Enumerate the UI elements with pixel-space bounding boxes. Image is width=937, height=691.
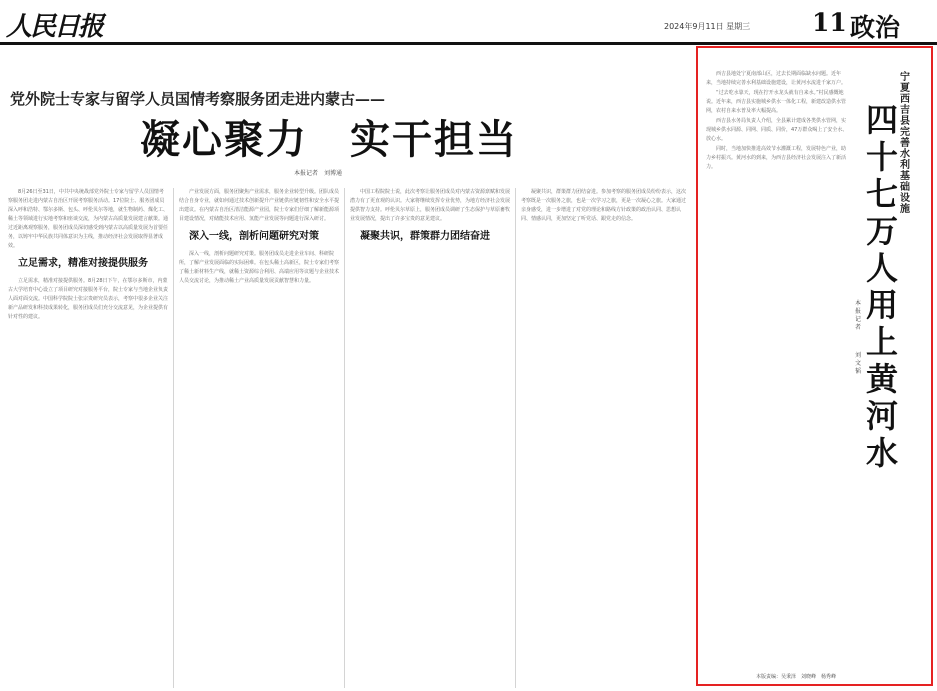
article-paragraph: 凝聚共识，群策群力团结奋进。参加考察的服务团成员纷纷表示，这次考察既是一次服务之旅，也是一次学习之旅，更是一次凝心之旅。大家通过亲身感受，进一步增进了对党的理论和路线方针政策的政治认同、思想认同、情感认同，更加坚定了听党话、跟党走的信念。 bbox=[521, 189, 687, 222]
article-column-4 bbox=[521, 188, 687, 688]
article-paragraph: 中国工程院院士说，此次考察让服务团成员对内蒙古资源禀赋和发展潜力有了更直观的认识。大家将继续发挥专业优势，为地方经济社会发展提供智力支持。呼伦贝尔草原上，服务团成员调研了生态保护与草原畜牧业发展情况，提出了许多宝贵的意见建议。 bbox=[350, 189, 510, 222]
main-article-byline: 本报记者 刘博通 bbox=[294, 170, 343, 177]
page-editors: 本版责编：吴秉泽 刘晓峰 杨秀峰 bbox=[756, 674, 837, 680]
issue-date: 2024年9月11日 星期三 bbox=[664, 22, 751, 31]
article-paragraph: 西吉县水务局负责人介绍，全县累计建成各类供水管网，实现城乡供水同源、同网、同质、同价，47万群众喝上了安全水、放心水。 bbox=[706, 118, 848, 142]
side-article-headline: 四十七万人用上黄河水 bbox=[866, 101, 899, 472]
byline-author: 刘文韬 bbox=[855, 352, 862, 375]
main-article-headline: 凝心聚力 实干担当 bbox=[140, 117, 518, 163]
main-article-kicker: 党外院士专家与留学人员国情考察服务团走进内蒙古—— bbox=[10, 90, 386, 108]
masthead-rule bbox=[0, 42, 937, 45]
article-paragraph: 产业发展方面，服务团聚焦产业需求，服务企业转型升级。团队成员结合自身专业，就如何通过技术创新提升产业链供应链韧性和安全水平提出建议。在内蒙古自治区清洁能源产业园，院士专家们仔细了解新能源项目建设情况，对储能技术应用、氢能产业发展等问题进行深入研讨。 bbox=[179, 189, 339, 222]
side-article-kicker: 宁夏西吉县完善水利基础设施 bbox=[900, 72, 910, 215]
side-article-byline bbox=[855, 300, 863, 376]
page-number: 11 bbox=[812, 8, 847, 37]
article-paragraph: 深入一线，剖析问题研究对策。服务团成员走进企业车间、科研院所，了解产业发展面临的实际困难。在包头稀土高新区，院士专家们考察了稀土新材料生产线，就稀土资源综合利用、高端应用等议题与企业技术人员交流讨论，为推动稀土产业高质量发展贡献智慧和力量。 bbox=[179, 251, 339, 284]
article-subheading: 深入一线，剖析问题研究对策 bbox=[189, 231, 319, 242]
article-paragraph: 同时，当地加快推进高效节水灌溉工程，发展特色产业，助力乡村振兴。黄河水的到来，为西吉县经济社会发展注入了新活力。 bbox=[706, 146, 847, 170]
column-divider bbox=[344, 188, 345, 688]
newspaper-masthead bbox=[0, 0, 937, 44]
article-paragraph: 8月26日至31日，中共中央统战部党外院士专家与留学人员国情考察服务团走进内蒙古自治区开展考察服务活动。17位院士、服务团成员深入呼和浩特、鄂尔多斯、包头、呼伦贝尔等地，就生物制药、煤化工、稀土等领域进行实地考察和座谈交流，为内蒙古高质量发展建言献策。通过近距离观察服务，服务团成员深切感受到内蒙古以高质量发展为首要任务，以铸牢中华民族共同体意识为主线，推动经济社会发展取得显著成效。 bbox=[8, 189, 168, 249]
byline-label: 本报记者 bbox=[855, 300, 862, 331]
article-paragraph: 立足需求，精准对接提供服务。8月28日下午，在鄂尔多斯市，内蒙古大学培育中心设立了项目研究对接服务平台，院士专家与当地企业负责人面对面交流。中国科学院院士张宗贵研究员表示，考察中很多企业关注新产品研发和科技成果转化，服务团成员们充分交流意见，为企业提供有针对性的建议。 bbox=[8, 278, 168, 320]
article-column-3 bbox=[350, 188, 510, 688]
section-name: 政治 bbox=[850, 13, 901, 42]
newspaper-logo: 人民日报 bbox=[6, 12, 103, 42]
article-paragraph: “过去吃水靠天，现在拧开水龙头就有自来水。”村民感慨地说。近年来，西吉县实施城乡供水一体化工程，新建改造供水管网，农村自来水普及率大幅提高。 bbox=[706, 90, 847, 114]
column-divider bbox=[173, 188, 174, 688]
article-subheading: 凝聚共识，群策群力团结奋进 bbox=[360, 231, 490, 242]
side-article-body bbox=[706, 70, 848, 680]
article-column-1 bbox=[8, 188, 168, 688]
article-paragraph: 西吉县地处宁夏南部山区，过去长期面临缺水问题。近年来，当地持续完善水利基础设施建设，让黄河水流进千家万户。 bbox=[706, 71, 847, 86]
article-column-2 bbox=[179, 188, 339, 688]
column-divider bbox=[515, 188, 516, 688]
article-subheading: 立足需求，精准对接提供服务 bbox=[18, 258, 148, 269]
